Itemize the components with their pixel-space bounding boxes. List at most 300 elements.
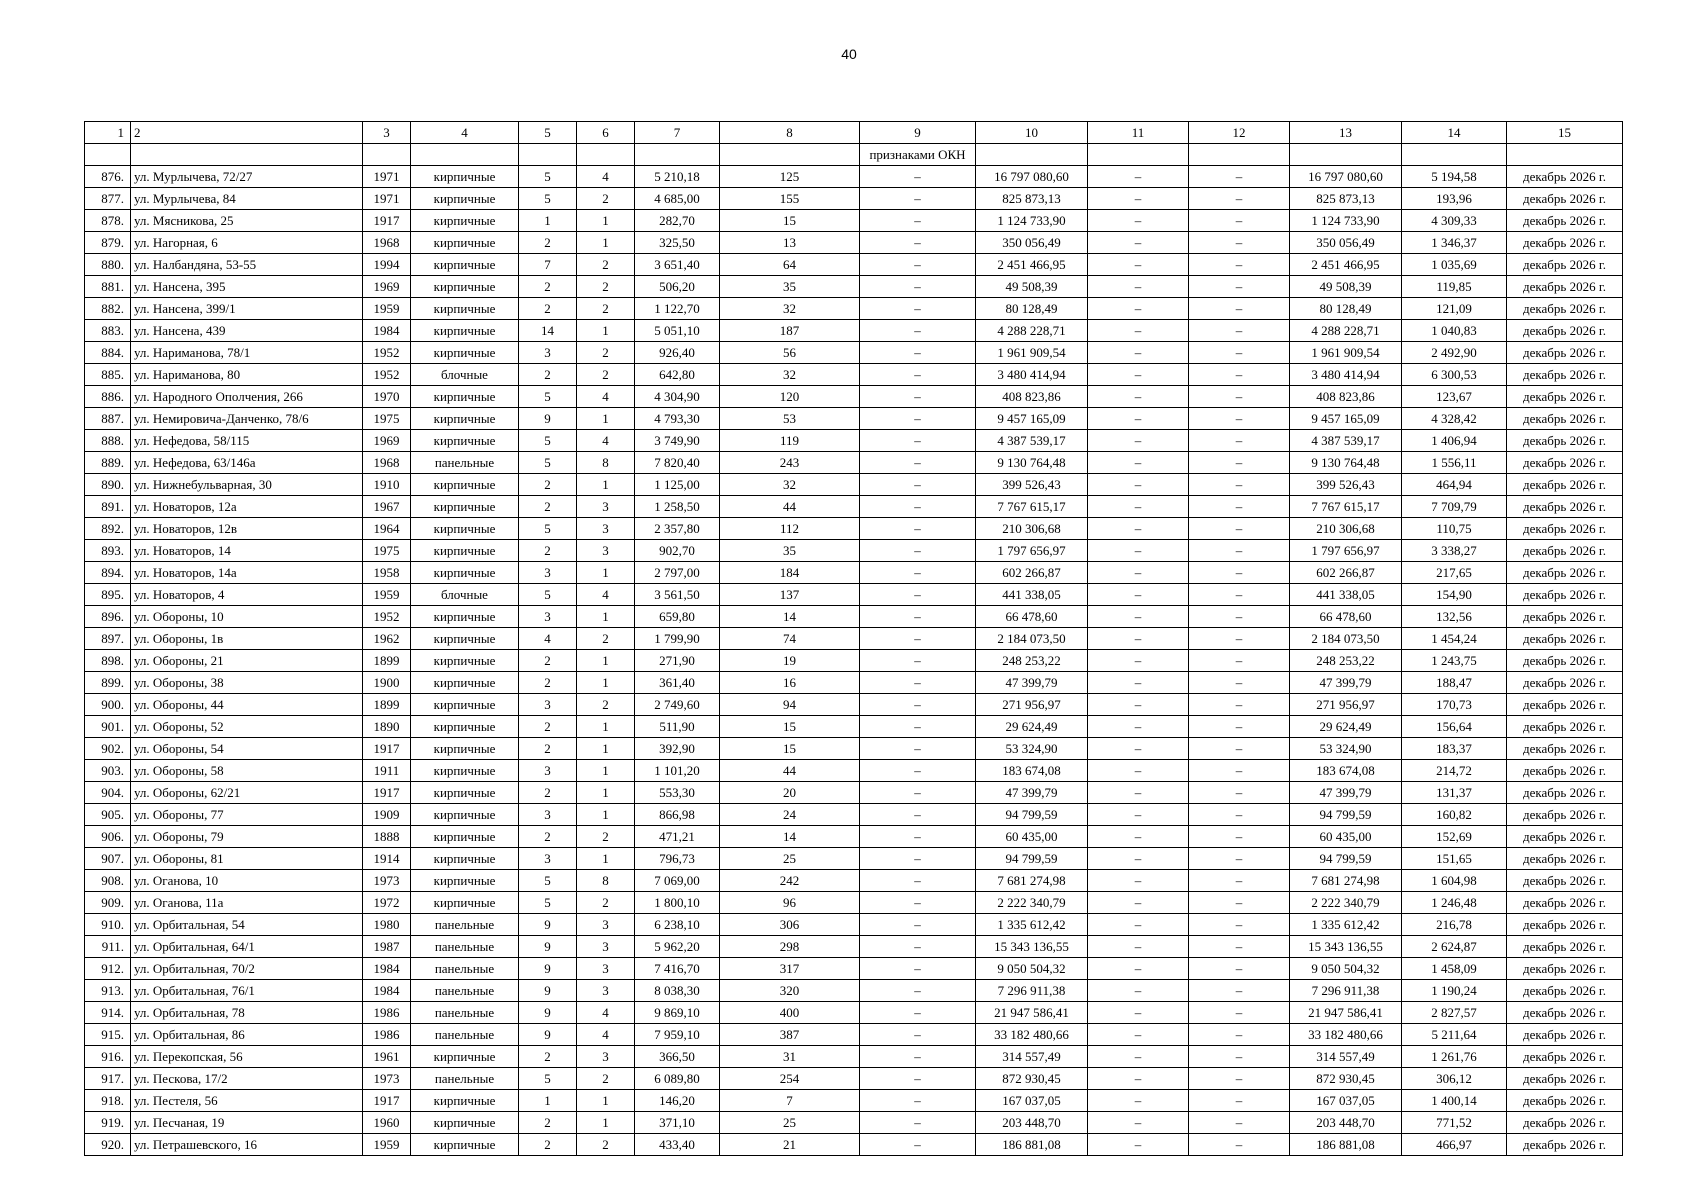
table-cell: декабрь 2026 г. [1507, 364, 1623, 386]
table-cell: декабрь 2026 г. [1507, 386, 1623, 408]
table-cell: 1 [577, 606, 635, 628]
table-cell: кирпичные [411, 386, 519, 408]
table-cell: – [860, 430, 976, 452]
table-cell: 13 [720, 232, 860, 254]
table-cell [1507, 144, 1623, 166]
table-cell: 2 [519, 1134, 577, 1156]
table-cell: 2 [577, 826, 635, 848]
table-cell: 1959 [363, 584, 411, 606]
table-cell: 1 [577, 474, 635, 496]
table-cell: – [860, 826, 976, 848]
table-cell: 901. [85, 716, 131, 738]
table-cell: 7 681 274,98 [976, 870, 1088, 892]
table-row [85, 1024, 1623, 1046]
table-cell: 121,09 [1402, 298, 1507, 320]
table-cell: – [860, 760, 976, 782]
table-cell: 914. [85, 1002, 131, 1024]
table-cell: кирпичные [411, 826, 519, 848]
table-cell: 20 [720, 782, 860, 804]
table-cell: – [1189, 452, 1290, 474]
table-cell: 3 [577, 1046, 635, 1068]
table-cell: – [1088, 958, 1189, 980]
table-cell: – [1189, 584, 1290, 606]
table-row [85, 804, 1623, 826]
table-cell: 3 [577, 958, 635, 980]
table-cell: 1 797 656,97 [976, 540, 1088, 562]
table-cell: кирпичные [411, 650, 519, 672]
table-cell: 94 [720, 694, 860, 716]
table-cell [720, 144, 860, 166]
table-cell: 4 685,00 [635, 188, 720, 210]
table-cell: 350 056,49 [1290, 232, 1402, 254]
table-cell: ул. Новаторов, 14а [131, 562, 363, 584]
table-cell: 32 [720, 364, 860, 386]
table-cell: 44 [720, 760, 860, 782]
table-cell: 899. [85, 672, 131, 694]
table-cell: 2 357,80 [635, 518, 720, 540]
table-cell: 511,90 [635, 716, 720, 738]
table-row [85, 826, 1623, 848]
table-cell: 879. [85, 232, 131, 254]
table-cell: 892. [85, 518, 131, 540]
table-cell: 4 [577, 1002, 635, 1024]
table-cell: 1952 [363, 342, 411, 364]
table-cell: – [1189, 826, 1290, 848]
table-cell: 320 [720, 980, 860, 1002]
table-cell: 1967 [363, 496, 411, 518]
table-cell: 1984 [363, 320, 411, 342]
table-cell: ул. Орбитальная, 70/2 [131, 958, 363, 980]
table-cell: – [1088, 804, 1189, 826]
table-row [85, 650, 1623, 672]
table-cell: – [1189, 320, 1290, 342]
table-cell: 4 [577, 584, 635, 606]
table-cell: декабрь 2026 г. [1507, 848, 1623, 870]
table-cell: – [1189, 1002, 1290, 1024]
table-cell: – [1088, 826, 1189, 848]
table-cell: – [1088, 628, 1189, 650]
table-cell: 904. [85, 782, 131, 804]
table-cell: 400 [720, 1002, 860, 1024]
table-cell: 306,12 [1402, 1068, 1507, 1090]
table-cell: – [1088, 364, 1189, 386]
table-cell: 183 674,08 [1290, 760, 1402, 782]
table-cell: 920. [85, 1134, 131, 1156]
table-cell [976, 144, 1088, 166]
table-cell: 1986 [363, 1002, 411, 1024]
table-cell: 1969 [363, 430, 411, 452]
table-cell: 7 709,79 [1402, 496, 1507, 518]
table-cell: 1960 [363, 1112, 411, 1134]
table-cell: 2 [519, 650, 577, 672]
table-cell: 7 296 911,38 [1290, 980, 1402, 1002]
table-cell: 3 [577, 496, 635, 518]
table-cell: 5 [519, 430, 577, 452]
table-cell: – [860, 870, 976, 892]
table-cell: – [860, 364, 976, 386]
table-cell: ул. Обороны, 62/21 [131, 782, 363, 804]
table-cell: 1917 [363, 1090, 411, 1112]
table-cell: 254 [720, 1068, 860, 1090]
table-cell: 1 [577, 562, 635, 584]
table-cell: – [1189, 496, 1290, 518]
table-cell: 66 478,60 [976, 606, 1088, 628]
table-cell: – [860, 540, 976, 562]
table-cell: 152,69 [1402, 826, 1507, 848]
table-cell: 796,73 [635, 848, 720, 870]
table-cell: декабрь 2026 г. [1507, 166, 1623, 188]
table-cell: 350 056,49 [976, 232, 1088, 254]
table-cell: ул. Народного Ополчения, 266 [131, 386, 363, 408]
table-cell: 271 956,97 [1290, 694, 1402, 716]
table-cell: 886. [85, 386, 131, 408]
table-cell: 1 243,75 [1402, 650, 1507, 672]
table-cell: 8 038,30 [635, 980, 720, 1002]
table-cell: 1958 [363, 562, 411, 584]
table-cell: 1 124 733,90 [1290, 210, 1402, 232]
table-cell: 918. [85, 1090, 131, 1112]
table-cell: – [1189, 1046, 1290, 1068]
table-cell: 881. [85, 276, 131, 298]
table-cell: панельные [411, 958, 519, 980]
table-cell: – [1088, 914, 1189, 936]
table-cell: декабрь 2026 г. [1507, 1068, 1623, 1090]
table-cell: 7 069,00 [635, 870, 720, 892]
table-cell: 5 [519, 166, 577, 188]
table-cell: 7 820,40 [635, 452, 720, 474]
table-cell: декабрь 2026 г. [1507, 870, 1623, 892]
table-cell: 3 [577, 540, 635, 562]
table-cell: 1952 [363, 364, 411, 386]
table-cell: – [1189, 562, 1290, 584]
table-cell: 909. [85, 892, 131, 914]
table-cell: ул. Обороны, 54 [131, 738, 363, 760]
table-cell: 891. [85, 496, 131, 518]
table-cell: – [1189, 760, 1290, 782]
table-cell: 2 [577, 276, 635, 298]
table-cell: 119 [720, 430, 860, 452]
table-cell: 184 [720, 562, 860, 584]
table-row [85, 694, 1623, 716]
table-cell: 905. [85, 804, 131, 826]
table-cell: 1961 [363, 1046, 411, 1068]
table-cell: 907. [85, 848, 131, 870]
table-cell: 7 681 274,98 [1290, 870, 1402, 892]
table-cell: 9 [519, 958, 577, 980]
table-cell: декабрь 2026 г. [1507, 276, 1623, 298]
table-cell: – [860, 606, 976, 628]
table-cell: 1 961 909,54 [1290, 342, 1402, 364]
table-cell: – [1088, 1046, 1189, 1068]
table-cell: 5 [519, 870, 577, 892]
table-cell: 2 184 073,50 [1290, 628, 1402, 650]
table-cell: 5 [519, 386, 577, 408]
table-cell: 1 335 612,42 [1290, 914, 1402, 936]
table-cell: 5 [519, 122, 577, 144]
table-cell: 7 767 615,17 [1290, 496, 1402, 518]
table-cell: ул. Орбитальная, 86 [131, 1024, 363, 1046]
table-cell: 4 [577, 1024, 635, 1046]
table-cell: 2 [519, 782, 577, 804]
table-cell: кирпичные [411, 804, 519, 826]
table-cell: 893. [85, 540, 131, 562]
table-cell: – [1088, 1134, 1189, 1156]
table-cell: 917. [85, 1068, 131, 1090]
table-cell: 2 [519, 738, 577, 760]
table-cell: 1 800,10 [635, 892, 720, 914]
table-cell: – [1088, 188, 1189, 210]
table-cell: 15 343 136,55 [1290, 936, 1402, 958]
table-cell: 2 [577, 1068, 635, 1090]
table-cell: 9 [519, 914, 577, 936]
table-cell: – [1088, 254, 1189, 276]
table-cell: 1987 [363, 936, 411, 958]
table-row [85, 1046, 1623, 1068]
table-row [85, 672, 1623, 694]
table-cell: 183 674,08 [976, 760, 1088, 782]
table-cell: 883. [85, 320, 131, 342]
table-cell: 912. [85, 958, 131, 980]
table-row [85, 210, 1623, 232]
table-cell: ул. Перекопская, 56 [131, 1046, 363, 1068]
table-cell: – [860, 1112, 976, 1134]
table-cell: 2 [519, 364, 577, 386]
table-cell: 1971 [363, 188, 411, 210]
table-cell: 2 827,57 [1402, 1002, 1507, 1024]
table-cell: 1984 [363, 980, 411, 1002]
table-cell: панельные [411, 980, 519, 1002]
table-cell: 15 [720, 738, 860, 760]
table-cell: 885. [85, 364, 131, 386]
table-row [85, 342, 1623, 364]
table-cell: 1 [577, 1090, 635, 1112]
table-cell: кирпичные [411, 430, 519, 452]
table-cell: ул. Обороны, 44 [131, 694, 363, 716]
housing-register-table [84, 121, 1623, 1156]
table-cell: 125 [720, 166, 860, 188]
table-cell [635, 144, 720, 166]
table-cell: 898. [85, 650, 131, 672]
table-cell: блочные [411, 584, 519, 606]
table-cell: кирпичные [411, 1134, 519, 1156]
table-cell: декабрь 2026 г. [1507, 254, 1623, 276]
table-cell: – [1088, 650, 1189, 672]
table-cell: кирпичные [411, 1090, 519, 1112]
table-cell: 155 [720, 188, 860, 210]
table-row [85, 1068, 1623, 1090]
table-cell: кирпичные [411, 342, 519, 364]
table-cell: 53 324,90 [1290, 738, 1402, 760]
table-cell [1088, 144, 1189, 166]
table-cell: – [860, 848, 976, 870]
table-cell: 66 478,60 [1290, 606, 1402, 628]
table-cell: – [1088, 694, 1189, 716]
table-cell: 9 130 764,48 [1290, 452, 1402, 474]
table-cell: 32 [720, 298, 860, 320]
table-cell: кирпичные [411, 870, 519, 892]
table-cell: декабрь 2026 г. [1507, 210, 1623, 232]
table-cell: 1 122,70 [635, 298, 720, 320]
table-cell: – [1189, 276, 1290, 298]
table-cell: 3 651,40 [635, 254, 720, 276]
table-cell: 2 [519, 1112, 577, 1134]
table-cell: – [1189, 540, 1290, 562]
table-cell: 1 [519, 1090, 577, 1112]
table-cell: 13 [1290, 122, 1402, 144]
table-cell: ул. Обороны, 38 [131, 672, 363, 694]
table-cell: – [1088, 1090, 1189, 1112]
table-cell: ул. Обороны, 79 [131, 826, 363, 848]
table-cell: декабрь 2026 г. [1507, 958, 1623, 980]
table-cell: 902. [85, 738, 131, 760]
table-cell: – [860, 232, 976, 254]
table-cell: 248 253,22 [976, 650, 1088, 672]
table-cell: 825 873,13 [1290, 188, 1402, 210]
table-cell: – [860, 672, 976, 694]
table-cell: – [860, 716, 976, 738]
table-cell: – [1189, 386, 1290, 408]
table-row [85, 430, 1623, 452]
table-cell: ул. Мясникова, 25 [131, 210, 363, 232]
table-cell: 186 881,08 [1290, 1134, 1402, 1156]
table-cell: 242 [720, 870, 860, 892]
table-cell [1290, 144, 1402, 166]
table-cell: 4 [519, 628, 577, 650]
table-cell: 15 [720, 210, 860, 232]
table-cell: 7 [635, 122, 720, 144]
table-cell: – [1088, 848, 1189, 870]
table-cell [1189, 144, 1290, 166]
table-cell: ул. Нансена, 399/1 [131, 298, 363, 320]
table-cell: 880. [85, 254, 131, 276]
table-cell: 29 624,49 [976, 716, 1088, 738]
table-cell: 10 [976, 122, 1088, 144]
table-cell: 4 288 228,71 [976, 320, 1088, 342]
table-cell: 2 [131, 122, 363, 144]
table-cell: 60 435,00 [976, 826, 1088, 848]
table-row [85, 232, 1623, 254]
table-cell: 1 258,50 [635, 496, 720, 518]
table-cell: ул. Новаторов, 12в [131, 518, 363, 540]
table-cell: – [860, 452, 976, 474]
table-cell: 7 [519, 254, 577, 276]
table-cell: – [1189, 210, 1290, 232]
table-cell: ул. Нансена, 439 [131, 320, 363, 342]
table-cell: декабрь 2026 г. [1507, 1002, 1623, 1024]
table-cell: 170,73 [1402, 694, 1507, 716]
table-cell: 2 [577, 628, 635, 650]
table-row [85, 760, 1623, 782]
table-cell: – [860, 320, 976, 342]
table-cell: – [860, 1046, 976, 1068]
table-cell: 5 [519, 188, 577, 210]
table-cell: 506,20 [635, 276, 720, 298]
table-row [85, 188, 1623, 210]
table-cell: 911. [85, 936, 131, 958]
table-cell: 1914 [363, 848, 411, 870]
table-row [85, 936, 1623, 958]
table-cell: 123,67 [1402, 386, 1507, 408]
table-cell: 1917 [363, 782, 411, 804]
table-cell: 2 451 466,95 [1290, 254, 1402, 276]
table-cell: 16 [720, 672, 860, 694]
table-row [85, 276, 1623, 298]
table-cell: 6 238,10 [635, 914, 720, 936]
table-cell: ул. Обороны, 1в [131, 628, 363, 650]
table-cell: 1975 [363, 408, 411, 430]
table-cell: декабрь 2026 г. [1507, 232, 1623, 254]
table-cell: 16 797 080,60 [1290, 166, 1402, 188]
table-cell: панельные [411, 914, 519, 936]
table-cell: декабрь 2026 г. [1507, 892, 1623, 914]
table-cell: кирпичные [411, 716, 519, 738]
table-cell: 5 [519, 584, 577, 606]
table-cell: 21 [720, 1134, 860, 1156]
table-cell: 21 947 586,41 [1290, 1002, 1402, 1024]
table-cell: 371,10 [635, 1112, 720, 1134]
table-cell: 1975 [363, 540, 411, 562]
table-cell: 193,96 [1402, 188, 1507, 210]
table-cell: – [1088, 342, 1189, 364]
table-cell: 3 [519, 760, 577, 782]
table-cell: 186 881,08 [976, 1134, 1088, 1156]
table-cell: 1 406,94 [1402, 430, 1507, 452]
table-cell: 47 399,79 [976, 672, 1088, 694]
table-cell: 888. [85, 430, 131, 452]
table-cell: 146,20 [635, 1090, 720, 1112]
table-cell: 602 266,87 [1290, 562, 1402, 584]
table-cell: – [1189, 782, 1290, 804]
table-cell [131, 144, 363, 166]
table-cell: кирпичные [411, 1046, 519, 1068]
table-cell: – [1189, 298, 1290, 320]
table-cell: 1 [519, 210, 577, 232]
table-cell [411, 144, 519, 166]
table-cell: декабрь 2026 г. [1507, 496, 1623, 518]
table-cell: 916. [85, 1046, 131, 1068]
table-cell: 80 128,49 [1290, 298, 1402, 320]
table-cell: ул. Нефедова, 58/115 [131, 430, 363, 452]
table-cell: декабрь 2026 г. [1507, 188, 1623, 210]
table-cell: кирпичные [411, 474, 519, 496]
table-cell: 248 253,22 [1290, 650, 1402, 672]
table-cell: 4 304,90 [635, 386, 720, 408]
table-cell: ул. Нижнебульварная, 30 [131, 474, 363, 496]
table-cell: 15 343 136,55 [976, 936, 1088, 958]
table-cell: 1 [577, 738, 635, 760]
table-cell: 298 [720, 936, 860, 958]
table-cell: – [1189, 364, 1290, 386]
table-cell: 441 338,05 [976, 584, 1088, 606]
table-row [85, 958, 1623, 980]
table-cell: 1972 [363, 892, 411, 914]
table-cell: 14 [720, 606, 860, 628]
table-cell: 5 [519, 518, 577, 540]
table-cell: декабрь 2026 г. [1507, 826, 1623, 848]
table-cell: ул. Обороны, 10 [131, 606, 363, 628]
table-cell: – [860, 496, 976, 518]
table-cell: декабрь 2026 г. [1507, 540, 1623, 562]
table-row [85, 1112, 1623, 1134]
table-cell: 1 [577, 232, 635, 254]
table-row [85, 254, 1623, 276]
table-cell: 399 526,43 [976, 474, 1088, 496]
table-row [85, 980, 1623, 1002]
table-cell: 94 799,59 [976, 804, 1088, 826]
table-cell: 1968 [363, 232, 411, 254]
table-cell: 890. [85, 474, 131, 496]
table-cell: 900. [85, 694, 131, 716]
